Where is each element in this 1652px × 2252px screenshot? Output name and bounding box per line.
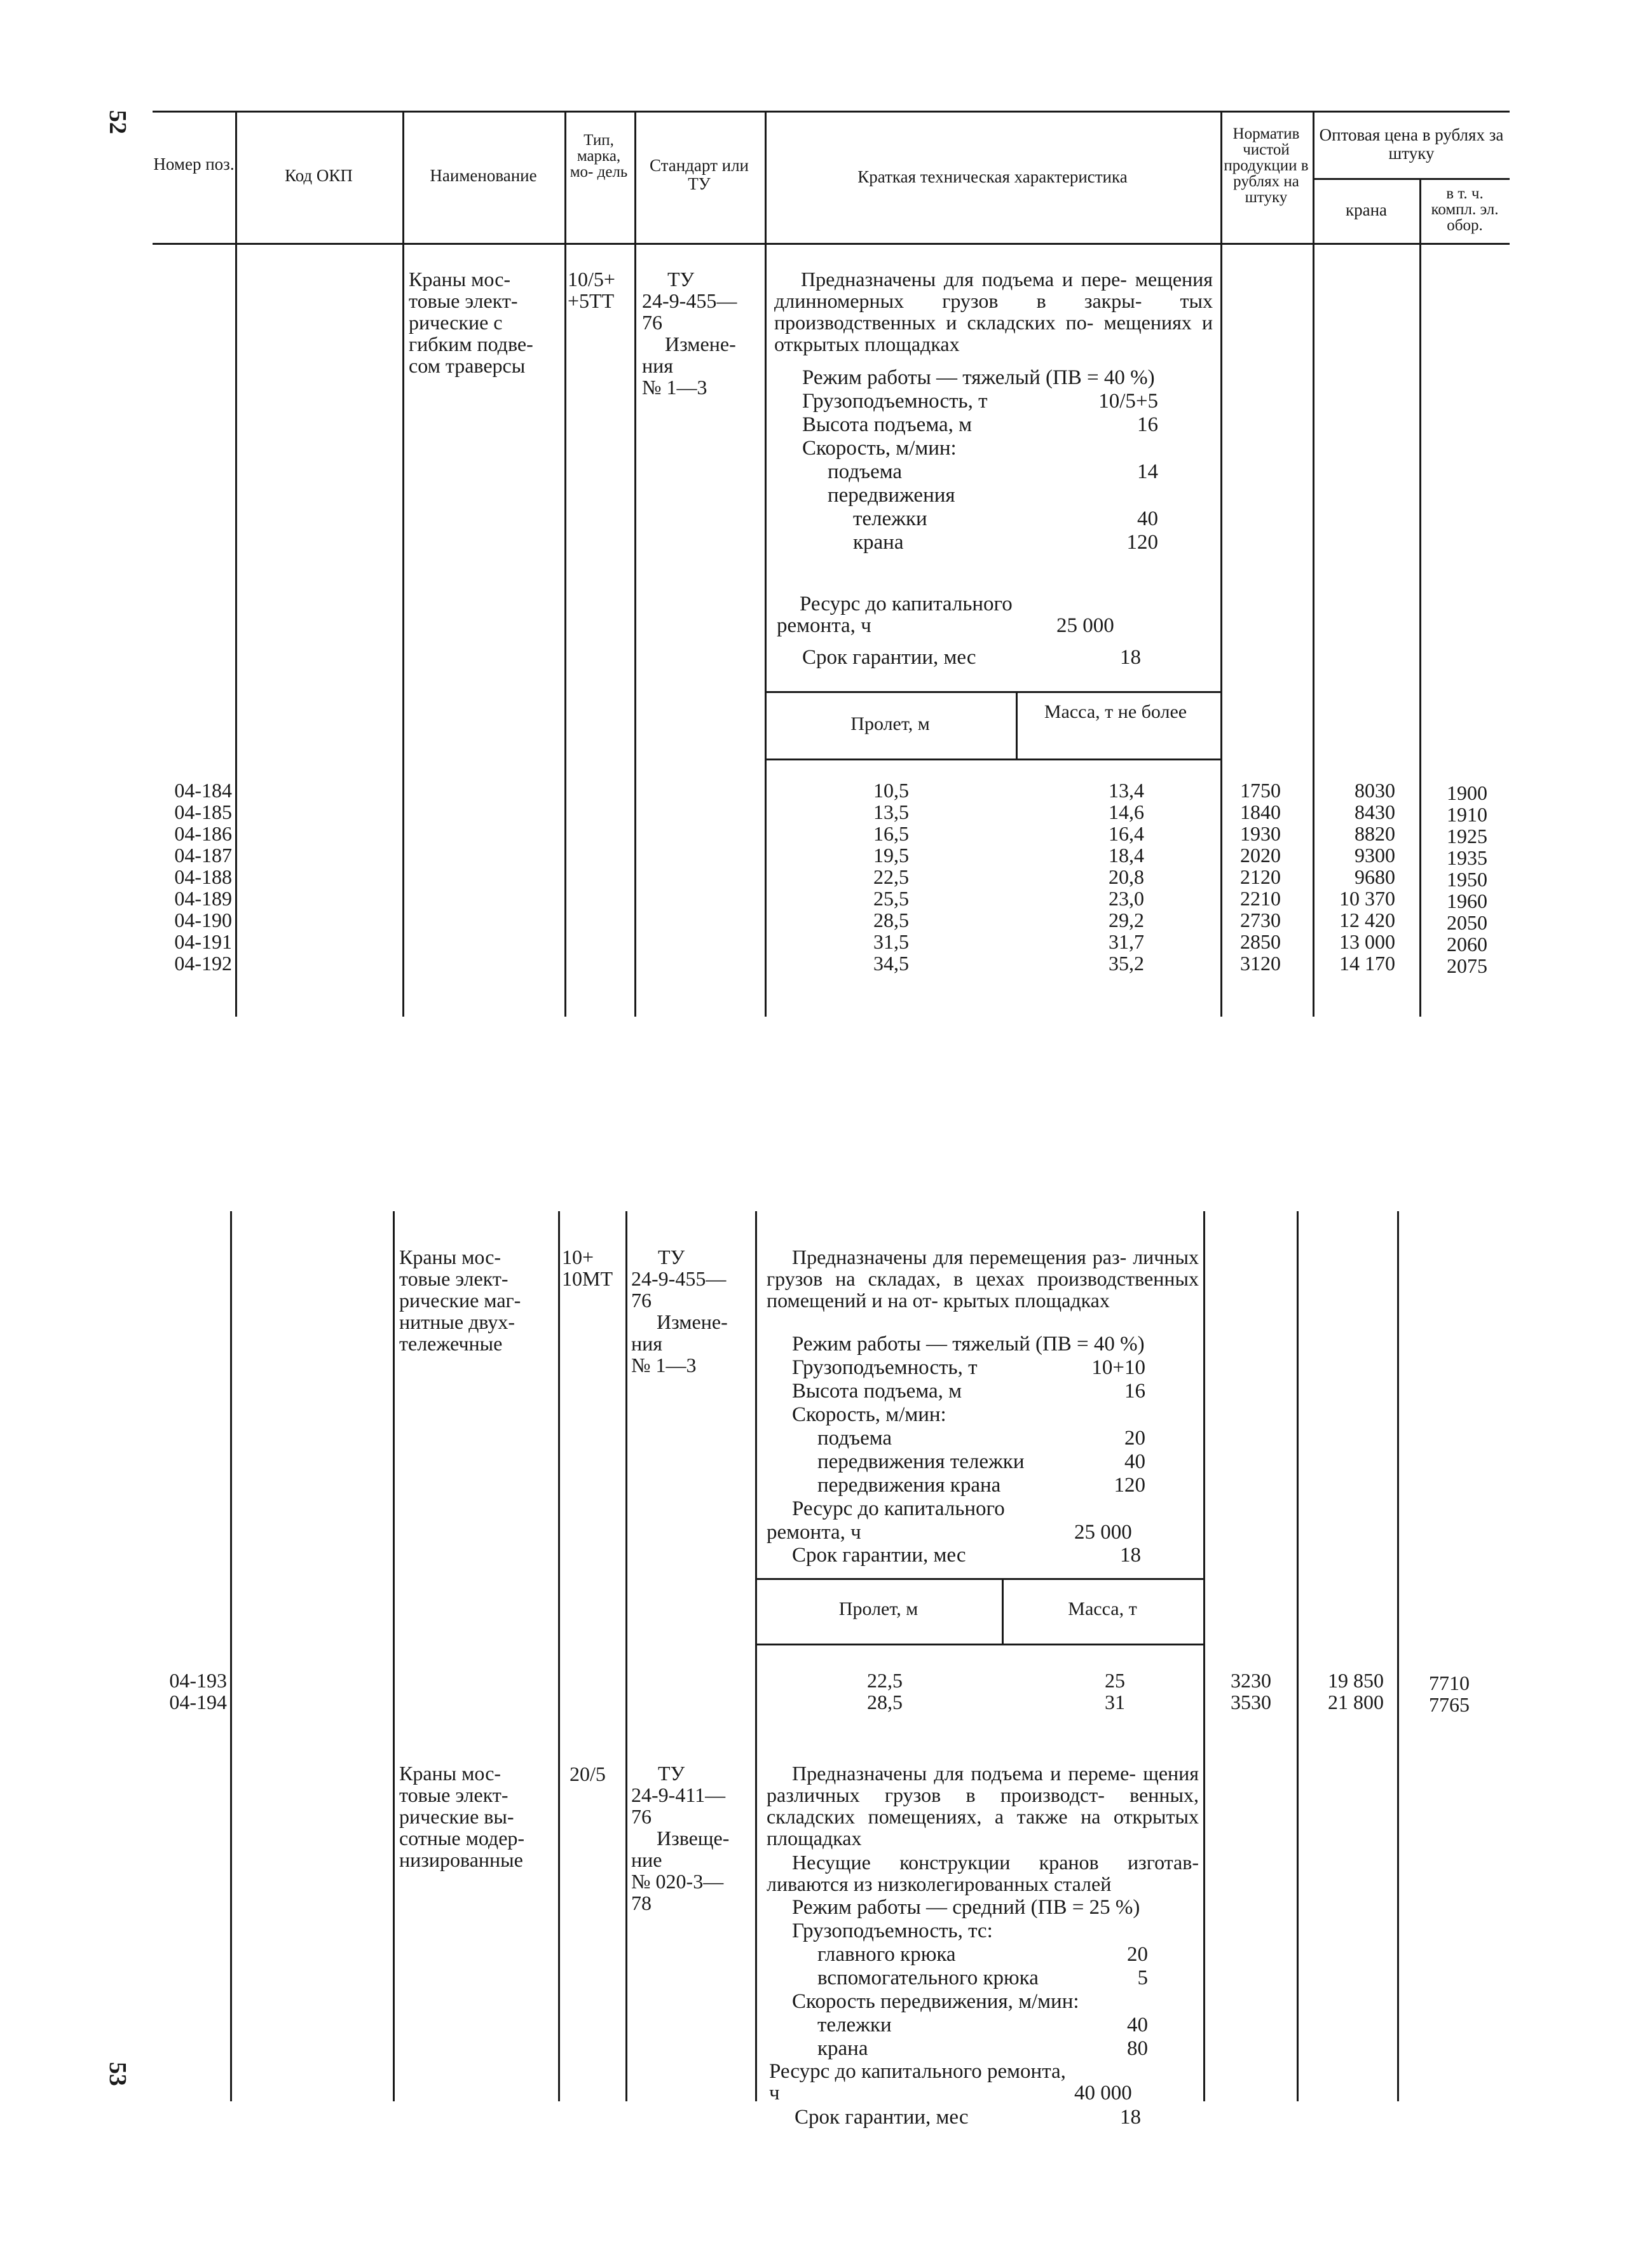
block2-standard-line2: 24-9-455— bbox=[631, 1267, 727, 1290]
block1-pos-cell: 04-185 bbox=[174, 800, 232, 823]
block1-resource-line2: ремонта, ч bbox=[777, 614, 871, 637]
block1-pos-cell: 04-186 bbox=[174, 822, 232, 845]
block3-name: Краны мос- товые элект- рические вы- сотные модер- низированные bbox=[399, 1762, 525, 1871]
block1-spec-value: 16 bbox=[1137, 413, 1158, 436]
block3-standard-line7: 78 bbox=[631, 1892, 652, 1914]
header-standard: Стандарт или ТУ bbox=[649, 156, 749, 193]
block2-span-cell: 22,5 bbox=[867, 1669, 903, 1692]
block1-description: Предназначены для подъема и пере- мещения длинномерных грузов в закры- тых производственных и складских по- мещениях и открытых площадках bbox=[774, 268, 1213, 355]
block2-span-cell: 28,5 bbox=[867, 1691, 903, 1713]
block2-standard-line5: ния bbox=[631, 1332, 662, 1355]
block1-warranty-label: Срок гарантии, мес bbox=[802, 646, 976, 669]
block1-incl-cell: 1960 bbox=[1447, 889, 1487, 912]
block1-spec-row bbox=[802, 507, 1158, 531]
block1-incl-cell: 1935 bbox=[1447, 846, 1487, 869]
block1-incl-cell: 2060 bbox=[1447, 933, 1487, 956]
header-price-incl: в т. ч. компл. эл. обор. bbox=[1431, 185, 1499, 234]
block2-spec-row bbox=[792, 1333, 1145, 1356]
block2-spec-row bbox=[792, 1497, 1145, 1521]
block1-pos-cell: 04-184 bbox=[174, 779, 232, 802]
block1-price-cell: 9680 bbox=[1355, 865, 1395, 888]
block1-standard-line1: ТУ bbox=[667, 268, 695, 291]
block2-standard-line6: № 1—3 bbox=[631, 1354, 697, 1377]
block2-pos-cell: 04-193 bbox=[169, 1669, 227, 1692]
block3-spec-value: 40 bbox=[1127, 2014, 1148, 2036]
block2-spec-label: передвижения тележки bbox=[817, 1450, 1025, 1473]
block3-specs bbox=[792, 1896, 1148, 2061]
block3-spec-label: вспомогательного крюка bbox=[817, 1967, 1039, 1989]
block1-span-cell: 28,5 bbox=[873, 909, 909, 931]
block3-warranty-value: 18 bbox=[1120, 2106, 1141, 2129]
block3-spec-row bbox=[792, 1943, 1148, 1967]
block3-type: 20/5 bbox=[570, 1762, 606, 1785]
block3-resource-value: 40 000 bbox=[1074, 2082, 1132, 2104]
block1-spec-row bbox=[802, 390, 1158, 413]
block3-note: Несущие конструкции кранов изготав- ливаются из низколегированных сталей bbox=[767, 1851, 1199, 1895]
block1-mass-cell: 16,4 bbox=[1109, 822, 1144, 845]
block1-spec-label: Грузоподъемность, т bbox=[802, 390, 988, 413]
block2-resource-value: 25 000 bbox=[1074, 1521, 1132, 1544]
block3-spec-row bbox=[792, 2014, 1148, 2037]
block1-standard-line4: Измене- bbox=[665, 333, 736, 355]
block1-mass-cell: 14,6 bbox=[1109, 800, 1144, 823]
block1-mass-cell: 20,8 bbox=[1109, 865, 1144, 888]
header-okp: Код ОКП bbox=[285, 166, 353, 185]
block2-name: Краны мос- товые элект- рические маг- нитные двух- тележечные bbox=[399, 1246, 521, 1355]
block1-norm-cell: 1840 bbox=[1240, 800, 1281, 823]
block1-pos-cell: 04-188 bbox=[174, 865, 232, 888]
block3-spec-value: 80 bbox=[1127, 2037, 1148, 2060]
block1-specs bbox=[802, 366, 1158, 554]
block1-price-cell: 13 000 bbox=[1339, 930, 1395, 953]
block2-norm-cell: 3530 bbox=[1231, 1691, 1271, 1713]
header-norm: Норматив чистой продукции в рублях на штуку bbox=[1224, 125, 1309, 206]
block3-standard-line3: 76 bbox=[631, 1805, 652, 1828]
block1-incl-cell: 1900 bbox=[1447, 781, 1487, 804]
block2-pos-cell: 04-194 bbox=[169, 1691, 227, 1713]
block1-spec-label: Высота подъема, м bbox=[802, 413, 973, 436]
block3-spec-row bbox=[792, 1896, 1148, 1919]
block1-price-column bbox=[1316, 779, 1395, 974]
block2-price-cell: 21 800 bbox=[1328, 1691, 1384, 1713]
block3-standard-line4: Извеще- bbox=[657, 1827, 730, 1850]
block1-spec-row bbox=[802, 484, 1158, 507]
block3-description: Предназначены для подъема и переме- щения различных грузов в производст- венных, складских помещениях, а также на открытых площадках bbox=[767, 1762, 1199, 1850]
block3-spec-label: главного крюка bbox=[817, 1943, 956, 1966]
block1-name: Краны мос- товые элект- рические с гибким подве- сом траверсы bbox=[409, 268, 533, 377]
block1-incl-cell: 2050 bbox=[1447, 911, 1487, 934]
block3-spec-value: 5 bbox=[1137, 1967, 1148, 1989]
block1-span-cell: 31,5 bbox=[873, 930, 909, 953]
block1-spec-value: 14 bbox=[1137, 460, 1158, 483]
block1-norm-cell: 1930 bbox=[1240, 822, 1281, 845]
block2-spec-value: 120 bbox=[1114, 1474, 1145, 1497]
block2-price-cell: 19 850 bbox=[1328, 1669, 1384, 1692]
block1-norm-column bbox=[1224, 779, 1281, 974]
block1-mass-column bbox=[1017, 779, 1144, 974]
block3-spec-label: Грузоподъемность, тс: bbox=[792, 1919, 993, 1942]
block3-spec-label: Режим работы — средний (ПВ = 25 %) bbox=[792, 1896, 1140, 1919]
block2-spec-row bbox=[792, 1474, 1145, 1497]
block1-price-cell: 10 370 bbox=[1339, 887, 1395, 910]
block1-norm-cell: 2210 bbox=[1240, 887, 1281, 910]
block3-resource-line2: ч bbox=[769, 2082, 780, 2104]
block1-price-cell: 8430 bbox=[1355, 800, 1395, 823]
block1-norm-cell: 2850 bbox=[1240, 930, 1281, 953]
block1-norm-cell: 2020 bbox=[1240, 844, 1281, 867]
block1-mass-cell: 13,4 bbox=[1109, 779, 1144, 802]
block1-span-column bbox=[782, 779, 909, 974]
block1-span-cell: 10,5 bbox=[873, 779, 909, 802]
block1-spec-row bbox=[802, 460, 1158, 484]
block1-type: 10/5+ +5ТТ bbox=[568, 268, 615, 312]
block1-incl-cell: 1925 bbox=[1447, 825, 1487, 848]
block3-spec-row bbox=[792, 1919, 1148, 1943]
block2-norm-cell: 3230 bbox=[1231, 1669, 1271, 1692]
block1-pos-cell: 04-192 bbox=[174, 952, 232, 975]
block1-span-cell: 19,5 bbox=[873, 844, 909, 867]
block1-spec-row bbox=[802, 366, 1158, 390]
block1-price-cell: 8820 bbox=[1355, 822, 1395, 845]
block1-spec-label: передвижения bbox=[828, 484, 955, 507]
block1-standard-line2: 24-9-455— bbox=[642, 289, 737, 312]
block1-mass-cell: 18,4 bbox=[1109, 844, 1144, 867]
block1-standard bbox=[642, 268, 763, 398]
block3-warranty-label: Срок гарантии, мес bbox=[795, 2106, 969, 2129]
block2-spec-label: Режим работы — тяжелый (ПВ = 40 %) bbox=[792, 1333, 1145, 1356]
block1-spec-label: Режим работы — тяжелый (ПВ = 40 %) bbox=[802, 366, 1155, 389]
block1-standard-line3: 76 bbox=[642, 311, 662, 334]
block1-price-cell: 14 170 bbox=[1339, 952, 1395, 975]
block1-span-cell: 16,5 bbox=[873, 822, 909, 845]
block1-norm-cell: 1750 bbox=[1240, 779, 1281, 802]
block2-mass-cell: 25 bbox=[1105, 1669, 1125, 1692]
header-name: Наименование bbox=[430, 166, 537, 185]
block1-pos-cell: 04-189 bbox=[174, 887, 232, 910]
block3-spec-label: тележки bbox=[817, 2014, 892, 2036]
block2-spec-value: 20 bbox=[1124, 1427, 1145, 1450]
block1-pos-cell: 04-191 bbox=[174, 930, 232, 953]
block1-resource-line1: Ресурс до капитального bbox=[800, 593, 1013, 615]
block1-mass-header: Масса, т не более bbox=[1044, 701, 1187, 722]
block2-pos-column bbox=[147, 1670, 227, 1713]
block2-spec-row bbox=[792, 1427, 1145, 1450]
block1-spec-label: подъема bbox=[828, 460, 903, 483]
block1-span-cell: 13,5 bbox=[873, 800, 909, 823]
block3-spec-row bbox=[792, 2037, 1148, 2061]
block2-standard-line1: ТУ bbox=[658, 1246, 685, 1268]
block2-span-column bbox=[775, 1670, 903, 1713]
block1-norm-cell: 3120 bbox=[1240, 952, 1281, 975]
block1-mass-cell: 29,2 bbox=[1109, 909, 1144, 931]
block2-spec-row bbox=[792, 1403, 1145, 1427]
block1-spec-label: Скорость, м/мин: bbox=[802, 437, 957, 460]
block3-standard bbox=[631, 1762, 753, 1914]
block3-spec-label: Скорость передвижения, м/мин: bbox=[792, 1990, 1079, 2013]
block2-spec-label: Высота подъема, м bbox=[792, 1380, 962, 1403]
block2-spec-row bbox=[792, 1380, 1145, 1403]
block1-pos-column bbox=[153, 779, 232, 974]
header-tech: Краткая техническая характеристика bbox=[857, 167, 1128, 186]
block1-norm-cell: 2120 bbox=[1240, 865, 1281, 888]
block1-price-cell: 9300 bbox=[1355, 844, 1395, 867]
block1-spec-row bbox=[802, 413, 1158, 437]
block2-spec-row bbox=[792, 1450, 1145, 1474]
block2-standard bbox=[631, 1246, 753, 1376]
block2-spec-label: Скорость, м/мин: bbox=[792, 1403, 946, 1426]
block1-span-cell: 34,5 bbox=[873, 952, 909, 975]
block3-spec-label: крана bbox=[817, 2037, 868, 2060]
block1-incl-column bbox=[1424, 782, 1487, 977]
block1-spec-row bbox=[802, 437, 1158, 460]
block1-standard-line6: № 1—3 bbox=[642, 376, 707, 399]
block3-standard-line5: ние bbox=[631, 1848, 662, 1871]
block2-mass-header: Масса, т bbox=[1068, 1598, 1137, 1619]
block3-resource-line1: Ресурс до капитального ремонта, bbox=[769, 2060, 1066, 2083]
header-type: Тип, марка, мо- дель bbox=[570, 132, 628, 181]
block3-spec-row bbox=[792, 1967, 1148, 1990]
block2-mass-column bbox=[998, 1670, 1125, 1713]
block1-span-header: Пролет, м bbox=[850, 713, 930, 734]
block1-price-cell: 12 420 bbox=[1339, 909, 1395, 931]
block3-standard-line2: 24-9-411— bbox=[631, 1783, 726, 1806]
block2-spec-label: Ресурс до капитального bbox=[792, 1497, 1005, 1520]
header-price-crane: крана bbox=[1345, 200, 1388, 219]
block2-spec-label: передвижения крана bbox=[817, 1474, 1001, 1497]
block2-description: Предназначены для перемещения раз- личных грузов на складах, в цехах производственных помещений и на от- крытых площадках bbox=[767, 1246, 1199, 1312]
block2-spec-value: 40 bbox=[1124, 1450, 1145, 1473]
block1-spec-label: крана bbox=[853, 531, 904, 554]
block2-type: 10+ 10МТ bbox=[562, 1246, 613, 1290]
block2-mass-cell: 31 bbox=[1105, 1691, 1125, 1713]
block2-specs bbox=[792, 1333, 1145, 1521]
block2-spec-row bbox=[792, 1356, 1145, 1380]
block1-standard-line5: ния bbox=[642, 354, 673, 377]
block2-standard-line3: 76 bbox=[631, 1289, 652, 1312]
block1-spec-value: 120 bbox=[1126, 531, 1158, 554]
block3-standard-line6: № 020-3— bbox=[631, 1870, 724, 1893]
block1-spec-row bbox=[802, 531, 1158, 554]
block2-spec-value: 10+10 bbox=[1091, 1356, 1145, 1379]
block2-warranty-label: Срок гарантии, мес bbox=[792, 1544, 966, 1567]
block1-pos-cell: 04-187 bbox=[174, 844, 232, 867]
block1-incl-cell: 2075 bbox=[1447, 954, 1487, 977]
block3-spec-row bbox=[792, 1990, 1148, 2014]
block1-incl-cell: 1950 bbox=[1447, 868, 1487, 891]
block2-price-column bbox=[1300, 1670, 1384, 1713]
block1-mass-cell: 23,0 bbox=[1109, 887, 1144, 910]
block2-span-header: Пролет, м bbox=[838, 1598, 918, 1619]
block2-incl-cell: 7765 bbox=[1429, 1693, 1470, 1716]
page-number-bottom: 53 bbox=[104, 2062, 131, 2086]
block1-price-cell: 8030 bbox=[1355, 779, 1395, 802]
block2-incl-cell: 7710 bbox=[1429, 1672, 1470, 1694]
block1-span-cell: 25,5 bbox=[873, 887, 909, 910]
block1-mass-cell: 35,2 bbox=[1109, 952, 1144, 975]
block1-spec-value: 40 bbox=[1137, 507, 1158, 530]
block2-norm-column bbox=[1208, 1670, 1271, 1713]
block1-span-cell: 22,5 bbox=[873, 865, 909, 888]
block1-warranty-value: 18 bbox=[1120, 646, 1141, 669]
block2-warranty-value: 18 bbox=[1120, 1544, 1141, 1567]
block2-spec-label: Грузоподъемность, т bbox=[792, 1356, 978, 1379]
block2-spec-label: подъема bbox=[817, 1427, 892, 1450]
page-number-top: 52 bbox=[104, 110, 131, 134]
header-price-group: Оптовая цена в рублях за штуку bbox=[1319, 125, 1504, 163]
block3-standard-line1: ТУ bbox=[658, 1762, 685, 1785]
block2-incl-column bbox=[1398, 1672, 1470, 1715]
block2-standard-line4: Измене- bbox=[657, 1310, 728, 1333]
block2-resource-line2: ремонта, ч bbox=[767, 1521, 861, 1544]
block1-resource-value: 25 000 bbox=[1056, 614, 1114, 637]
block3-spec-value: 20 bbox=[1127, 1943, 1148, 1966]
block1-norm-cell: 2730 bbox=[1240, 909, 1281, 931]
block1-pos-cell: 04-190 bbox=[174, 909, 232, 931]
block2-spec-value: 16 bbox=[1124, 1380, 1145, 1403]
block1-spec-value: 10/5+5 bbox=[1098, 390, 1158, 413]
block1-mass-cell: 31,7 bbox=[1109, 930, 1144, 953]
header-pos: Номер поз. bbox=[153, 154, 235, 174]
block1-incl-cell: 1910 bbox=[1447, 803, 1487, 826]
block1-spec-label: тележки bbox=[853, 507, 927, 530]
